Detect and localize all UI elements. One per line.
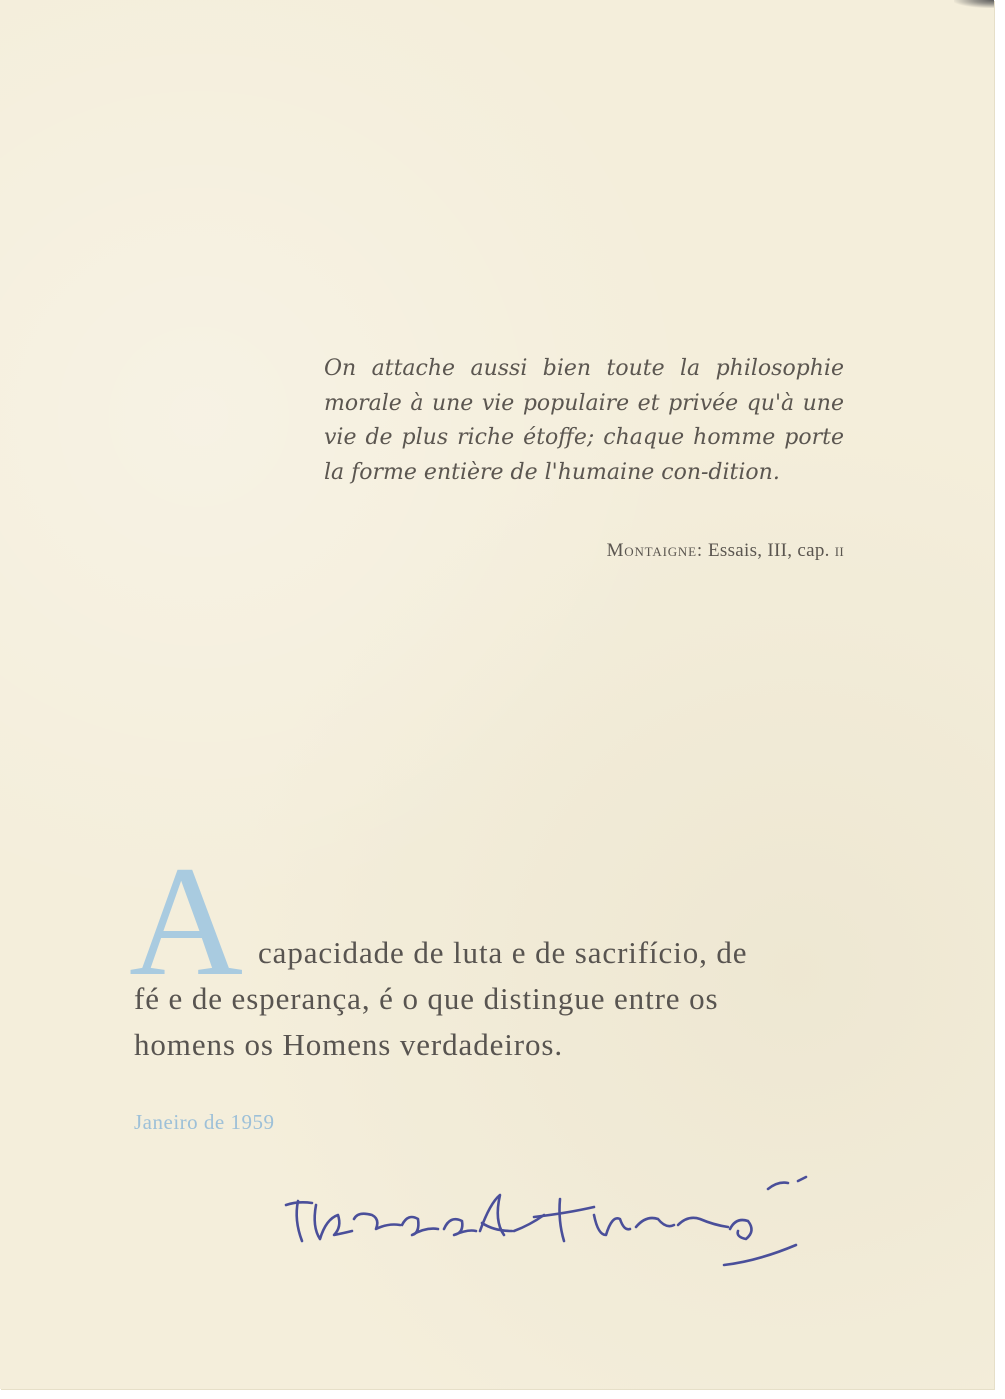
signature-mark	[268, 1175, 828, 1285]
corner-shadow	[954, 0, 994, 8]
main-line-2: fé e de esperança, é o que distingue entre os	[134, 981, 719, 1016]
epigraph-source	[324, 537, 844, 565]
main-line-1: capacidade de luta e de sacrifício, de	[258, 935, 748, 970]
drop-cap: A	[129, 834, 244, 1009]
source-author: Montaigne:	[606, 540, 703, 561]
main-paragraph	[134, 930, 846, 1068]
epigraph-quote: On attache aussi bien toute la philosophie morale à une vie populaire et privée qu'à une vie de plus riche étoffe; chaque homme porte la forme entière de l'humaine con-dition.	[324, 356, 844, 485]
source-work: Essais, III, cap.	[707, 540, 830, 561]
main-line-3: homens os Homens verdadeiros.	[134, 1027, 564, 1062]
date-line: Janeiro de 1959	[134, 1110, 275, 1134]
source-chapter: ii	[834, 540, 844, 561]
signature-strokes	[286, 1177, 806, 1265]
